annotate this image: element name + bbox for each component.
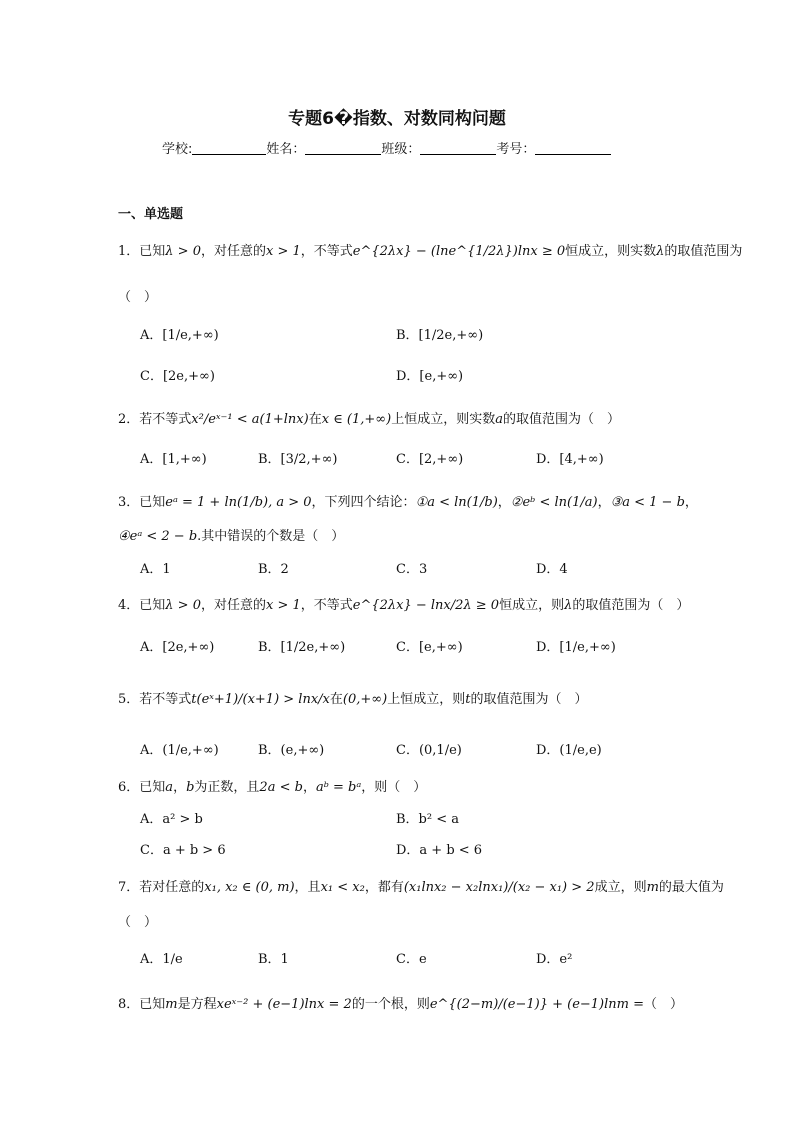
question-number: 6． (118, 780, 140, 795)
option-a[interactable]: A．[2e,+∞) (140, 640, 215, 655)
question-3-options (0, 550, 794, 590)
q1-cond1: λ > 0 (165, 244, 201, 259)
question-6-options-cd (0, 831, 794, 871)
q8-expression: xeˣ⁻² + (e−1)lnx = 2 (216, 997, 352, 1012)
name-blank[interactable] (305, 141, 381, 155)
q2-expression: x²/eˣ⁻¹ < a(1+lnx) (191, 412, 309, 427)
q6-sep2: ， (302, 780, 316, 795)
q8-mid: 是方程 (177, 997, 217, 1012)
q7-var: m (646, 880, 659, 895)
q1-cond2: x > 1 (265, 244, 301, 259)
q4-cond2: x > 1 (265, 598, 301, 613)
answer-paren: （ ） (118, 915, 158, 930)
question-5-stem (118, 680, 587, 720)
question-8 (0, 985, 794, 1025)
option-c[interactable]: C．a + b > 6 (140, 843, 226, 858)
q1-post: 恒成立，则实数 (565, 244, 657, 259)
q2-pre: 若不等式 (139, 412, 192, 427)
q4-mid2: ，不等式 (300, 598, 353, 613)
q6-cond: 2a < b (259, 780, 303, 795)
option-c[interactable]: C．[2,+∞) (396, 452, 464, 467)
option-c[interactable]: C．e (396, 952, 427, 967)
q3-conclusion-4: ④eᵃ < 2 − b (118, 529, 198, 544)
answer-paren: （ ） (118, 290, 158, 305)
option-a[interactable]: A．(1/e,+∞) (140, 743, 219, 758)
question-number: 7． (118, 880, 140, 895)
option-b[interactable]: B．1 (258, 952, 289, 967)
option-d[interactable]: D．[1/e,+∞) (536, 640, 616, 655)
q6-var-b: b (186, 780, 195, 795)
exam-no-blank[interactable] (535, 141, 611, 155)
q8-tail: （ ） (644, 997, 684, 1012)
option-a[interactable]: A．[1,+∞) (140, 452, 207, 467)
q8-var: m (165, 997, 178, 1012)
option-d[interactable]: D．(1/e,e) (536, 743, 602, 758)
q7-vars: x₁, x₂ ∈ (0, m) (204, 880, 295, 895)
q5-tail: 的取值范围为（ ） (470, 692, 588, 707)
exam-no-label: 考号： (496, 142, 536, 157)
q6-var-a: a (165, 780, 174, 795)
q1-pre: 已知 (139, 244, 166, 259)
option-b[interactable]: B．2 (258, 562, 289, 577)
question-1-stem (118, 232, 742, 272)
question-7-paren-row (0, 903, 794, 943)
question-1-options-ab (0, 316, 794, 356)
option-b[interactable]: B．(e,+∞) (258, 743, 325, 758)
q2-post: 上恒成立，则实数 (391, 412, 496, 427)
school-label: 学校: (162, 142, 193, 157)
class-label: 班级： (381, 142, 421, 157)
question-number: 2． (118, 412, 140, 427)
q7-post: 成立，则 (594, 880, 647, 895)
question-4-stem (118, 586, 689, 626)
q3-conclusion-3: ③a < 1 − b (610, 495, 685, 510)
q5-pre: 若不等式 (139, 692, 192, 707)
option-a[interactable]: A．a² > b (140, 812, 203, 827)
q3-tail: .其中错误的个数是（ ） (197, 529, 345, 544)
q5-range: (0,+∞) (342, 692, 388, 707)
question-2 (0, 400, 794, 440)
q1-expression: e^{2λx} − (lne^{1/2λ})lnx ≥ 0 (352, 244, 566, 259)
option-b[interactable]: B．b² < a (396, 812, 459, 827)
question-1 (0, 232, 794, 272)
option-c[interactable]: C．3 (396, 562, 428, 577)
q4-tail: 的取值范围为（ ） (572, 598, 690, 613)
question-2-stem (118, 400, 620, 440)
q7-mid: ，且 (294, 880, 321, 895)
option-c[interactable]: C．[e,+∞) (396, 640, 463, 655)
q8-post: 的一个根，则 (351, 997, 430, 1012)
q3-conclusion-1: ①a < ln(1/b) (415, 495, 498, 510)
q8-pre: 已知 (139, 997, 166, 1012)
q5-expression: t(eˣ+1)/(x+1) > lnx/x (191, 692, 330, 707)
question-2-options (0, 440, 794, 480)
question-8-stem (118, 985, 683, 1025)
q3-expression: eᵃ = 1 + ln(1/b), a > 0 (165, 495, 312, 510)
q6-tail: ，则（ ） (361, 780, 427, 795)
q1-tail: 的取值范围为 (664, 244, 743, 259)
q3-conclusion-2: ②eᵇ < ln(1/a) (510, 495, 598, 510)
question-number: 1． (118, 244, 140, 259)
q7-tail: 的最大值为 (658, 880, 724, 895)
q2-var: a (495, 412, 503, 427)
class-blank[interactable] (420, 141, 496, 155)
option-d[interactable]: D．[4,+∞) (536, 452, 604, 467)
q4-expression: e^{2λx} − lnx/2λ ≥ 0 (352, 598, 500, 613)
question-7 (0, 868, 794, 908)
question-5-options (0, 731, 794, 771)
question-number: 3． (118, 495, 140, 510)
q7-cond: x₁ < x₂ (320, 880, 365, 895)
q1-mid1: ，对任意的 (200, 244, 266, 259)
question-3-stem: 3．已知eᵃ = 1 + ln(1/b), a > 0，下列四个结论：①a < ln(1/b)，②eᵇ < ln(1/a)，③a < 1 − b， (118, 495, 698, 510)
option-c[interactable]: C．(0,1/e) (396, 743, 462, 758)
option-b[interactable]: B．[3/2,+∞) (258, 452, 338, 467)
option-d[interactable]: D．a + b < 6 (396, 843, 483, 858)
question-5 (0, 680, 794, 720)
q2-mid: 在 (308, 412, 322, 427)
question-number: 4． (118, 598, 140, 613)
q6-pre: 已知 (139, 780, 166, 795)
q7-expression: (x₁lnx₂ − x₂lnx₁)/(x₂ − x₁) > 2 (403, 880, 595, 895)
section-heading: 一、单选题 (118, 207, 184, 222)
option-d[interactable]: D．[e,+∞) (396, 369, 464, 384)
option-a[interactable]: A．1/e (140, 952, 183, 967)
q2-range: x ∈ (1,+∞) (321, 412, 392, 427)
q1-mid2: ，不等式 (300, 244, 353, 259)
option-b[interactable]: B．[1/2e,+∞) (258, 640, 346, 655)
q4-mid1: ，对任意的 (200, 598, 266, 613)
q4-post: 恒成立，则 (499, 598, 565, 613)
page-title: 专题6�指数、对数同构问题 (288, 109, 506, 129)
question-4-options (0, 628, 794, 668)
q6-sep: ， (173, 780, 187, 795)
option-d[interactable]: D．e² (536, 952, 573, 967)
q4-pre: 已知 (139, 598, 166, 613)
question-1-options-cd (0, 357, 794, 397)
q8-expression-2: e^{(2−m)/(e−1)} + (e−1)lnm = (429, 997, 645, 1012)
q5-post: 上恒成立，则 (387, 692, 466, 707)
q7-mid2: ，都有 (364, 880, 404, 895)
question-7-options (0, 940, 794, 980)
student-info-fields (162, 138, 642, 157)
school-blank[interactable] (192, 141, 266, 155)
q4-cond1: λ > 0 (165, 598, 201, 613)
name-label: 姓名： (266, 142, 306, 157)
q2-tail: 的取值范围为（ ） (502, 412, 620, 427)
question-7-stem (118, 868, 724, 908)
q3-pre: 已知 (139, 495, 166, 510)
q1-var: λ (656, 244, 665, 259)
q3-mid: ，下列四个结论： (311, 495, 416, 510)
q7-pre: 若对任意的 (139, 880, 205, 895)
question-1-paren-row (0, 278, 794, 318)
question-4 (0, 586, 794, 626)
option-a[interactable]: A．[1/e,+∞) (140, 328, 219, 343)
question-number: 5． (118, 692, 140, 707)
q6-mid: 为正数，且 (194, 780, 260, 795)
q5-mid: 在 (329, 692, 343, 707)
option-b[interactable]: B．[1/2e,+∞) (396, 328, 484, 343)
option-c[interactable]: C．[2e,+∞) (140, 369, 215, 384)
option-a[interactable]: A．1 (140, 562, 171, 577)
question-number: 8． (118, 997, 140, 1012)
option-d[interactable]: D．4 (536, 562, 568, 577)
q5-var: t (465, 692, 471, 707)
q6-equation: aᵇ = bᵃ (315, 780, 362, 795)
q4-var: λ (564, 598, 573, 613)
